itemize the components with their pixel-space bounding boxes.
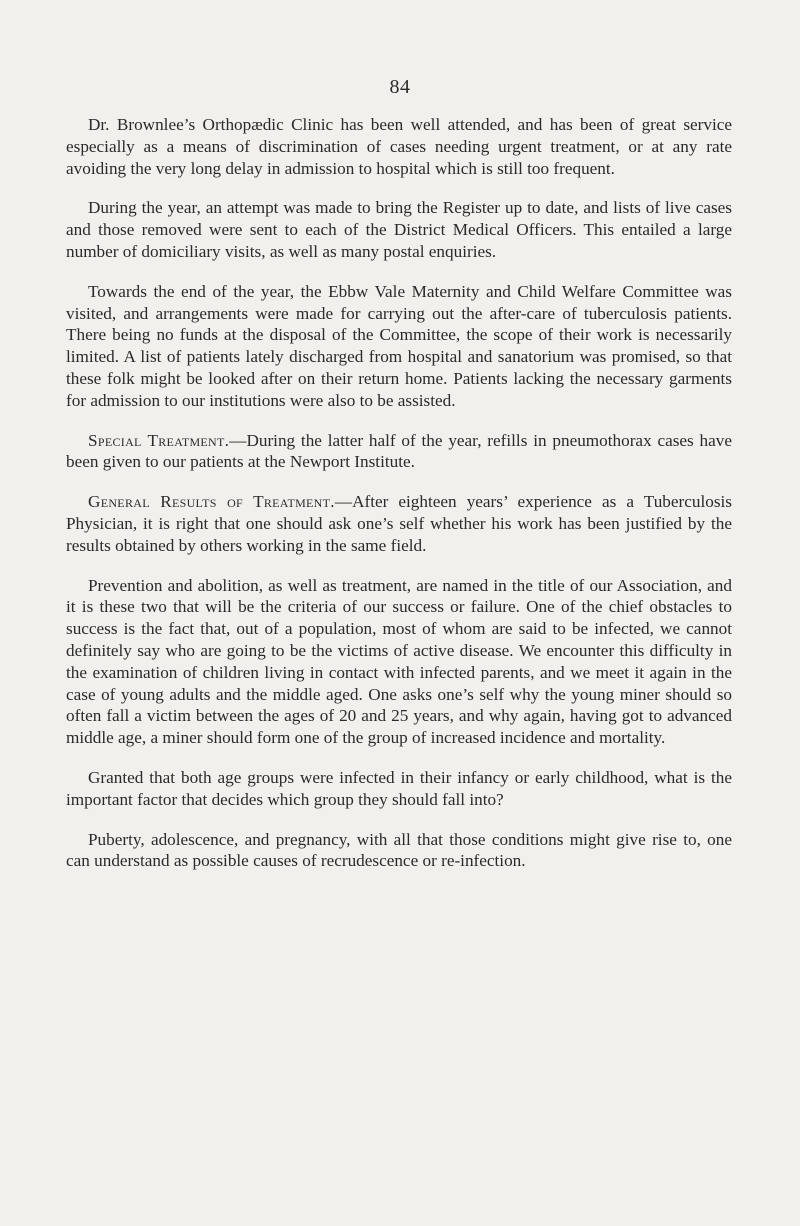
paragraph-text: During the year, an attempt was made to bring the Register up to date, and lists of live cases and those removed were sent to each of the District Medical Officers. This entailed a large number of domiciliary visits, as well as many postal enquiries. [66,198,732,261]
paragraph-text: —After eighteen years’ experience as a Tuberculosis Physician, it is right that one should ask one’s self whether his work has been justified by the results obtained by others working in the same field. [66,492,732,555]
page-number: 84 [389,76,411,98]
paragraph-prevention [66,575,732,749]
paragraph-special-treatment [66,430,732,474]
paragraph-text: Towards the end of the year, the Ebbw Vale Maternity and Child Welfare Committee was visited, and arrangements were made for carrying out the after-care of tuberculosis patients. There being no funds at the disposal of the Committee, the scope of their work is necessarily limited. A list of patients lately discharged from hospital and sanatorium was promised, so that these folk might be looked after on their return home. Patients lacking the necessary garments for admission to our institutions were also to be assisted. [66,281,732,410]
paragraph-text: —During the latter half of the year, refills in pneumothorax cases have been given to our patients at the Newport Institute. [66,430,732,472]
section-heading: Special Treatment. [88,430,230,450]
paragraph-text: Puberty, adolescence, and pregnancy, with all that those conditions might give rise to, one can understand as possible causes of recrudescence or re-infection. [66,829,732,871]
paragraph-text: Dr. Brownlee’s Orthopædic Clinic has been well attended, and has been of great service especially as a means of discrimination of cases needing urgent treatment, or at any rate avoiding the very long delay in admission to hospital which is still too frequent. [66,115,732,178]
paragraph-puberty [66,829,732,873]
paragraph-text: Prevention and abolition, as well as treatment, are named in the title of our Association, and it is these two that will be the criteria of our success or failure. One of the chief obstacles to success is the fact that, out of a population, most of whom are said to be infected, we cannot definitely say who are going to be the victims of active disease. We encounter this difficulty in the examination of children living in contact with infected parents, and we meet it again in the case of young adults and the middle aged. One asks one’s self why the young miner should so often fall a victim between the ages of 20 and 25 years, and why again, having got to advanced middle age, a miner should form one of the group of increased incidence and mortality. [66,575,732,748]
paragraph-general-results [66,491,732,556]
paragraph-age-groups [66,767,732,811]
paragraph-orthopaedic-clinic [66,114,732,179]
paragraph-register [66,197,732,262]
paragraph-after-care [66,281,732,412]
section-heading: General Results of Treatment. [88,492,335,512]
page-body [66,114,732,890]
paragraph-text: Granted that both age groups were infected in their infancy or early childhood, what is the important factor that decides which group they should fall into? [66,767,732,809]
